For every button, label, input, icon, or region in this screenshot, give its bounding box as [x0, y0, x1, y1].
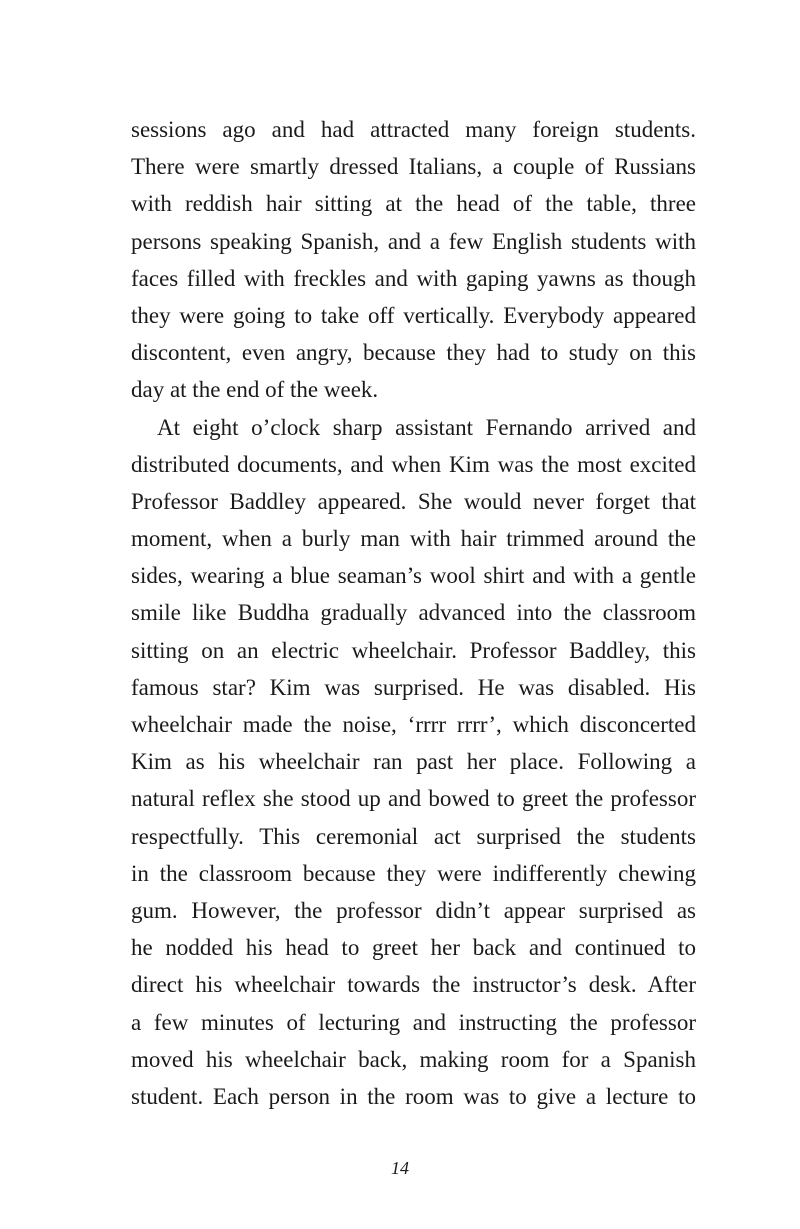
text-line: they were going to take off vertically. Everybody appeared [131, 302, 696, 328]
text-line: sitting on an electric wheelchair. Professor Baddley, this [131, 637, 696, 663]
text-line: faces filled with freckles and with gaping yawns as though [131, 265, 696, 291]
text-line: with reddish hair sitting at the head of the table, three [131, 191, 696, 217]
text-line: Kim as his wheelchair ran past her place. Following a [131, 749, 696, 775]
text-line: sides, wearing a blue seaman’s wool shirt and with a gentle [131, 563, 696, 589]
text-line: At eight o’clock sharp assistant Fernando arrived and [157, 414, 696, 440]
text-line: moved his wheelchair back, making room for a Spanish [131, 1046, 696, 1072]
text-line: wheelchair made the noise, ‘rrrr rrrr’, which disconcerted [131, 712, 696, 737]
page-body [131, 111, 696, 1115]
text-line: a few minutes of lecturing and instructing the professor [131, 1009, 696, 1035]
text-line: There were smartly dressed Italians, a couple of Russians [131, 154, 696, 180]
text-line: moment, when a burly man with hair trimmed around the [131, 526, 696, 552]
paragraph-1 [131, 111, 696, 409]
text-line: day at the end of the week. [131, 377, 379, 403]
text-line: persons speaking Spanish, and a few English students with [131, 228, 696, 254]
page-number: 14 [391, 1158, 409, 1178]
text-line: respectfully. This ceremonial act surprised the students [131, 823, 696, 849]
text-line: in the classroom because they were indifferently chewing [131, 860, 696, 886]
text-line: distributed documents, and when Kim was the most excited [131, 451, 696, 477]
text-line: discontent, even angry, because they had to study on this [131, 340, 696, 366]
text-line: student. Each person in the room was to give a lecture to [131, 1083, 696, 1109]
text-line: Professor Baddley appeared. She would never forget that [131, 488, 696, 514]
text-line: natural reflex she stood up and bowed to greet the professor [131, 786, 696, 812]
text-line: direct his wheelchair towards the instructor’s desk. After [131, 972, 696, 998]
text-line: smile like Buddha gradually advanced into the classroom [131, 600, 696, 626]
text-line: gum. However, the professor didn’t appear surprised as [131, 897, 696, 923]
text-line: famous star? Kim was surprised. He was disabled. His [131, 674, 696, 700]
paragraph-2 [131, 409, 696, 1116]
text-line: sessions ago and had attracted many foreign students. [131, 117, 696, 142]
text-line: he nodded his head to greet her back and continued to [131, 935, 696, 961]
